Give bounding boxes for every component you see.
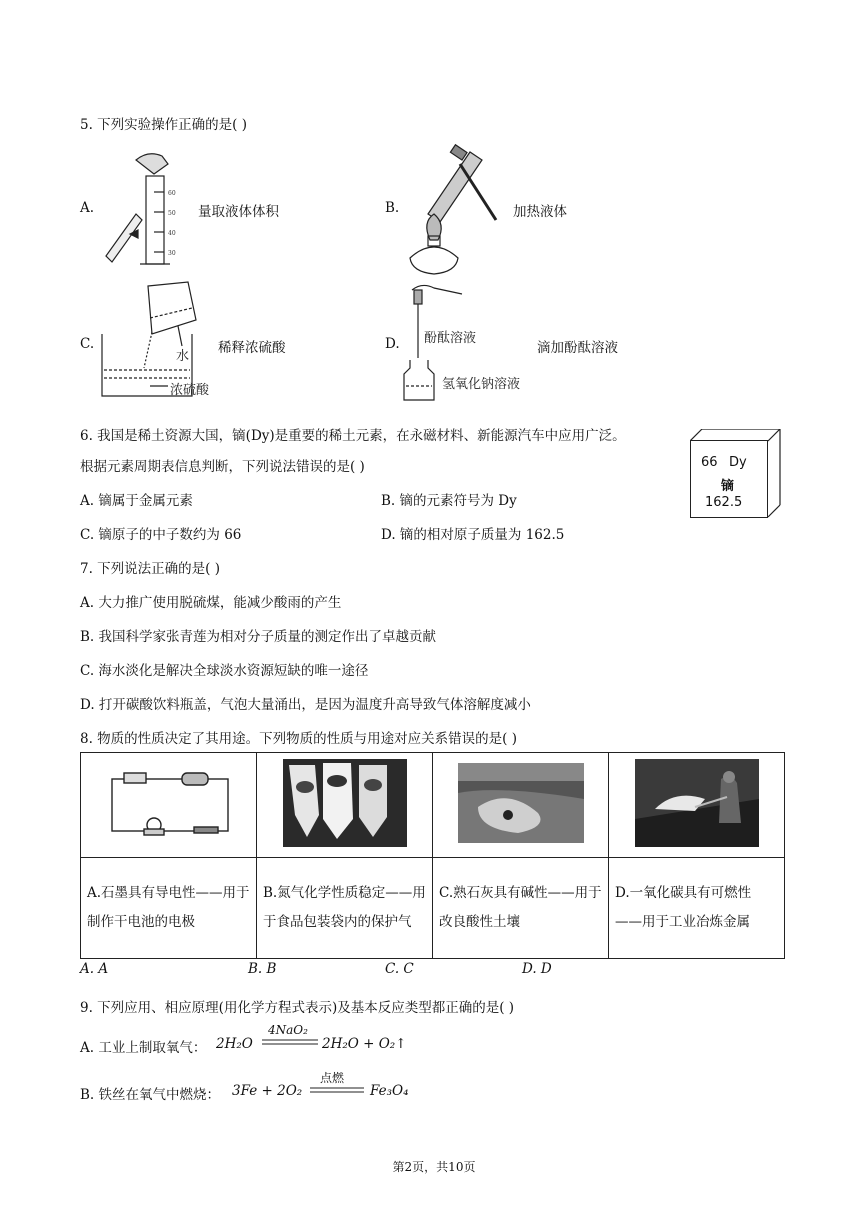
smelting-photo: [635, 759, 759, 847]
q5-option-d-text: 滴加酚酞溶液: [537, 340, 618, 356]
q7-stem: 7. 下列说法正确的是( ): [80, 561, 220, 577]
q6-option-d[interactable]: D. 镝的相对原子质量为 162.5: [381, 527, 565, 543]
q8-stem: 8. 物质的性质决定了其用途。下列物质的性质与用途对应关系错误的是( ): [80, 731, 517, 747]
phenolphthalein-label: 酚酞溶液: [424, 331, 477, 346]
water-label: 水: [176, 349, 190, 364]
q8-cell-c: C.熟石灰具有碱性——用于改良酸性土壤: [433, 858, 609, 959]
q8-cell-a: A.石墨具有导电性——用于制作干电池的电极: [81, 858, 257, 959]
tick-label: 30: [168, 250, 176, 257]
q8-option-d[interactable]: D. D: [522, 961, 552, 977]
q8-option-c[interactable]: C. C: [385, 961, 414, 977]
q6-option-c[interactable]: C. 镝原子的中子数约为 66: [80, 527, 242, 543]
lime-field-image-cell: [433, 753, 609, 858]
q9-stem: 9. 下列应用、相应原理(用化学方程式表示)及基本反应类型都正确的是( ): [80, 1000, 515, 1016]
q5-option-d-label[interactable]: D.: [385, 336, 400, 352]
dropper-figure: [398, 282, 548, 402]
lime-field-photo: [458, 763, 584, 843]
q5-option-a-text: 量取液体体积: [198, 204, 279, 220]
q6-stem-line2: 根据元素周期表信息判断，下列说法错误的是( ): [80, 459, 365, 475]
q7-option-d[interactable]: D. 打开碳酸饮料瓶盖，气泡大量涌出，是因为温度升高导致气体溶解度减小: [80, 697, 531, 713]
q9-a-condition: 4NaO₂: [268, 1023, 308, 1037]
q8-cell-b: B.氮气化学性质稳定——用于食品包装袋内的保护气: [257, 858, 433, 959]
reaction-arrow: [262, 1038, 318, 1046]
q5-option-a-label[interactable]: A.: [80, 200, 95, 216]
q9-option-a-prefix[interactable]: A. 工业上制取氧气：: [80, 1040, 207, 1056]
tick-label: 50: [168, 210, 176, 217]
element-symbol: Dy: [729, 455, 747, 470]
q6-stem-line1: 6. 我国是稀土资源大国，镝(Dy)是重要的稀土元素，在永磁材料、新能源汽车中应用广泛。: [80, 428, 626, 444]
q7-option-c[interactable]: C. 海水淡化是解决全球淡水资源短缺的唯一途径: [80, 663, 369, 679]
acid-label: 浓硫酸: [170, 383, 210, 398]
heating-test-tube-figure: [400, 140, 505, 278]
q9-option-b-prefix[interactable]: B. 铁丝在氧气中燃烧：: [80, 1087, 221, 1103]
q7-option-a[interactable]: A. 大力推广使用脱硫煤，能减少酸雨的产生: [80, 595, 342, 611]
atomic-number: 66: [701, 455, 718, 470]
q9-b-reactants: 3Fe + 2O₂: [232, 1083, 303, 1099]
element-card: [690, 440, 768, 518]
q5-option-c-label[interactable]: C.: [80, 336, 95, 352]
circuit-image-cell: [81, 753, 257, 858]
smelting-image-cell: [609, 753, 785, 858]
reaction-equals: [310, 1086, 364, 1094]
q9-a-products: 2H₂O + O₂↑: [322, 1036, 407, 1052]
naoh-label: 氢氧化钠溶液: [442, 377, 521, 392]
q8-option-b[interactable]: B. B: [248, 961, 277, 977]
q5-option-c-text: 稀释浓硫酸: [218, 340, 286, 356]
q7-option-b[interactable]: B. 我国科学家张青莲为相对分子质量的测定作出了卓越贡献: [80, 629, 437, 645]
q5-stem: 5. 下列实验操作正确的是( ): [80, 117, 247, 133]
q6-option-b[interactable]: B. 镝的元素符号为 Dy: [381, 493, 517, 509]
tick-label: 40: [168, 230, 176, 237]
q9-b-products: Fe₃O₄: [370, 1083, 409, 1099]
graduated-cylinder-figure: [96, 148, 192, 268]
q9-b-condition: 点燃: [320, 1071, 345, 1085]
q8-cell-d: D.一氧化碳具有可燃性——用于工业冶炼金属: [609, 858, 785, 959]
q5-option-b-label[interactable]: B.: [385, 200, 400, 216]
food-package-image-cell: [257, 753, 433, 858]
q5-option-b-text: 加热液体: [513, 204, 567, 220]
circuit-figure: [104, 763, 234, 843]
tick-label: 60: [168, 190, 176, 197]
food-package-photo: [283, 759, 407, 847]
element-name: 镝: [721, 479, 735, 494]
page-footer: 第2页，共10页: [392, 1160, 476, 1174]
q9-a-reactants: 2H₂O: [216, 1036, 253, 1052]
q8-option-a[interactable]: A. A: [80, 961, 109, 977]
q6-option-a[interactable]: A. 镝属于金属元素: [80, 493, 193, 509]
property-use-table: [80, 752, 785, 959]
atomic-mass: 162.5: [705, 495, 743, 510]
